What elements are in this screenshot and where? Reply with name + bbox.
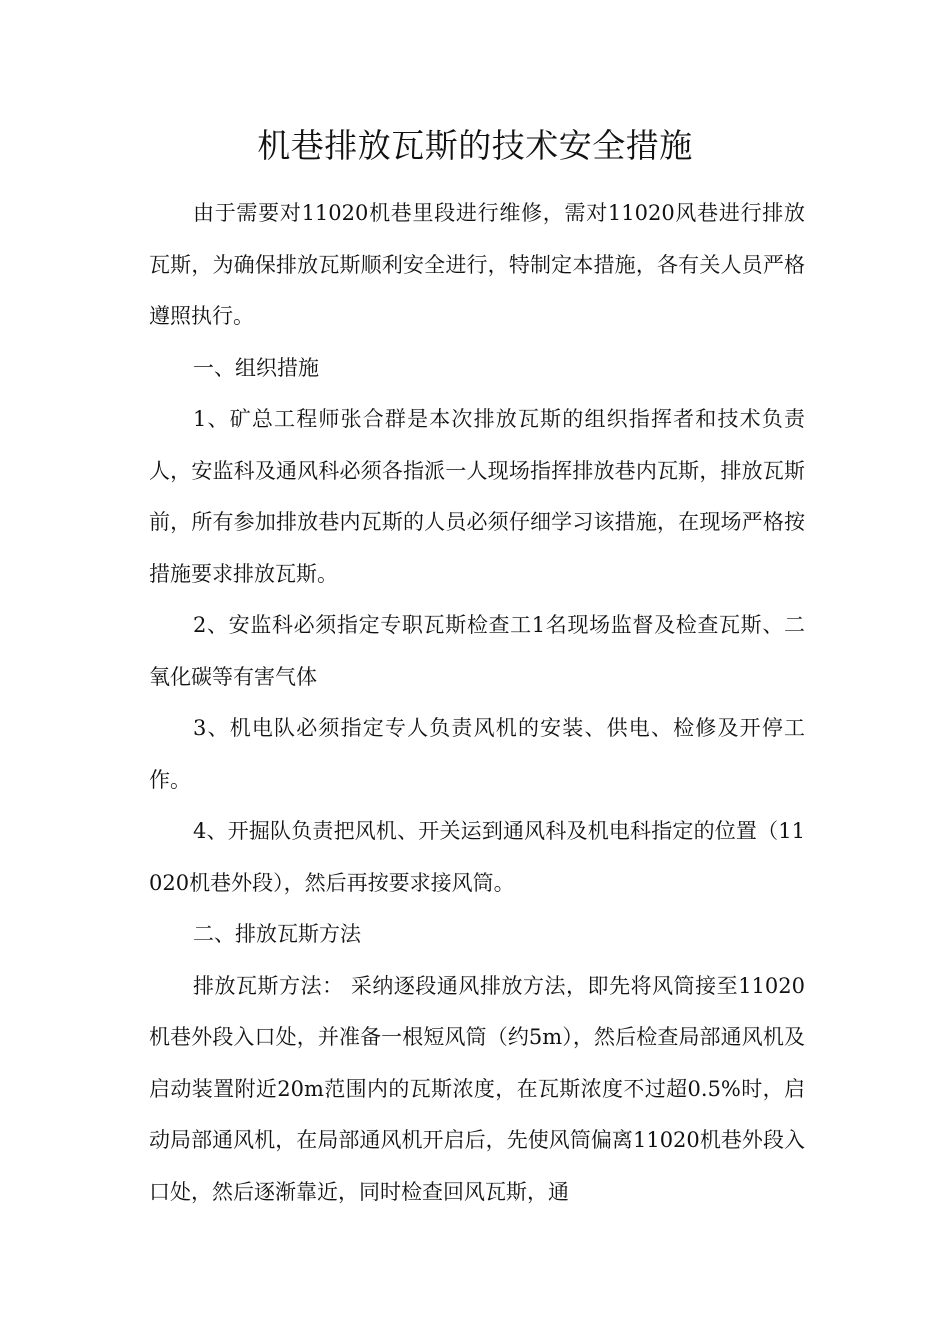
document-body	[149, 188, 805, 1218]
section-heading-method: 二、排放瓦斯方法	[193, 922, 361, 946]
paragraph-item-2: 2、安监科必须指定专职瓦斯检查工1名现场监督及检查瓦斯、二氧化碳等有害气体	[149, 613, 805, 689]
paragraph-method: 排放瓦斯方法： 采纳逐段通风排放方法，即先将风筒接至11020机巷外段入口处，并准备一根短风筒（约5m），然后检查局部通风机及启动装置附近20m范围内的瓦斯浓度，在瓦斯浓度不过超0.5%时，启动局部通风机，在局部通风机开启后，先使风筒偏离11020机巷外段入口处，然后逐渐靠近，同时检查回风瓦斯，通	[149, 973, 805, 1204]
document-title: 机巷排放瓦斯的技术安全措施	[257, 126, 693, 165]
paragraph-item-4: 4、开掘队负责把风机、开关运到通风科及机电科指定的位置（11020机巷外段），然后再按要求接风筒。	[149, 819, 805, 895]
section-heading-organization: 一、组织措施	[193, 355, 319, 380]
paragraph-item-1: 1、矿总工程师张合群是本次排放瓦斯的组织指挥者和技术负责人，安监科及通风科必须各指派一人现场指挥排放巷内瓦斯，排放瓦斯前，所有参加排放巷内瓦斯的人员必须仔细学习该措施，在现场严格按措施要求排放瓦斯。	[149, 407, 805, 586]
paragraph-intro: 由于需要对11020机巷里段进行维修，需对11020风巷进行排放瓦斯，为确保排放瓦斯顺利安全进行，特制定本措施，各有关人员严格遵照执行。	[149, 201, 805, 328]
paragraph-item-3: 3、机电队必须指定专人负责风机的安装、供电、检修及开停工作。	[149, 716, 805, 792]
